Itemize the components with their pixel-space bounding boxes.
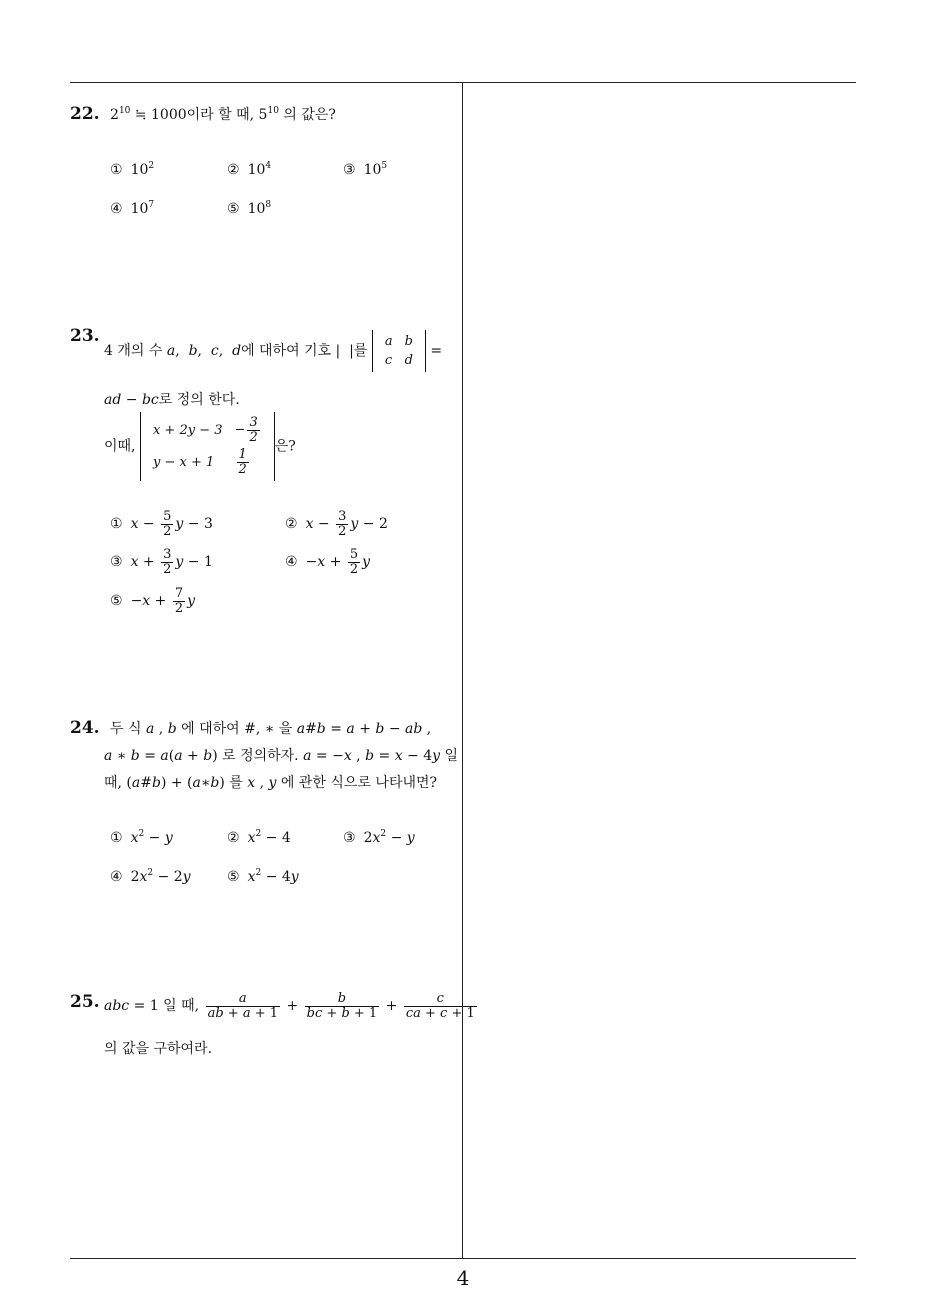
q23-option-3[interactable]: ③ x + $\frac{3}{2}$ y − 1 bbox=[110, 547, 213, 577]
q23-option-5[interactable]: ⑤ −x + $\frac{7}{2}$ y bbox=[110, 586, 196, 616]
q22-option-5[interactable]: ⑤ $10^8$ bbox=[227, 200, 272, 217]
q23-determinant-definition: a b c d bbox=[372, 330, 426, 372]
q22-option-4[interactable]: ④ $10^7$ bbox=[110, 200, 155, 217]
q24-line-3: 때, (a#b) + (a∗b) 를 x , y 에 관한 식으로 나타내면? bbox=[104, 775, 438, 791]
q23-line-2: ad − bc로 정의 한다. bbox=[104, 392, 240, 408]
q23-number-line bbox=[70, 326, 106, 346]
q23-option-2[interactable]: ② x − $\frac{3}{2}$ y − 2 bbox=[285, 509, 388, 539]
q23-line-1: 4 개의 수 a, b, c, d에 대하여 기호 | |를 a b c d = bbox=[104, 330, 442, 372]
q22-stem: 22. $2^{10}$ ≒ 1000이라 할 때, $5^{10}$ 의 값은? bbox=[70, 104, 336, 124]
q24-option-1[interactable]: ① $x^2 - y$ bbox=[110, 829, 173, 846]
q25-number-line bbox=[70, 992, 106, 1012]
q22-option-1[interactable]: ① $10^2$ bbox=[110, 161, 155, 178]
bottom-rule bbox=[70, 1258, 856, 1259]
q23-option-1[interactable]: ① x − $\frac{5}{2}$ y − 3 bbox=[110, 509, 213, 539]
q23-option-4[interactable]: ④ −x + $\frac{5}{2}$ y bbox=[285, 547, 371, 577]
q22-option-2[interactable]: ② $10^4$ bbox=[227, 161, 272, 178]
q24-option-5[interactable]: ⑤ $x^2 - 4y$ bbox=[227, 868, 299, 885]
q24-option-4[interactable]: ④ $2x^2 - 2y$ bbox=[110, 868, 191, 885]
q24-number: 24. bbox=[70, 718, 100, 738]
page-number: 4 bbox=[456, 1266, 470, 1290]
q24-option-2[interactable]: ② $x^2 - 4$ bbox=[227, 829, 291, 846]
q23-determinant-expression: x + 2y − 3 − $\frac{3}{2}$ y − x + 1 $\frac{1}{2}$ bbox=[140, 412, 275, 481]
q25-number: 25. bbox=[70, 992, 100, 1012]
column-divider bbox=[462, 83, 463, 1258]
q25-line-2: 의 값을 구하여라. bbox=[104, 1041, 213, 1057]
q23-number: 23. bbox=[70, 326, 100, 346]
q22-option-3[interactable]: ③ $10^5$ bbox=[343, 161, 388, 178]
q24-line-2: a ∗ b = a(a + b) 로 정의하자. a = −x , b = x − 4y 일 bbox=[104, 748, 459, 764]
q25-line-1: abc = 1 일 때, $\frac{a}{ab + a + 1}$ + $\frac{b}{bc + b + 1}$ + $\frac{c}{ca + c + 1}$ bbox=[104, 991, 475, 1021]
q24-line-1: 24. 두 식 a , b 에 대하여 #, ∗ 을 a#b = a + b − ab , bbox=[70, 718, 432, 738]
q23-line-3: 이때, x + 2y − 3 − $\frac{3}{2}$ y − x + 1 $\frac{1}{2}$ 은? bbox=[104, 412, 296, 481]
q22-number: 22. bbox=[70, 104, 100, 124]
q24-option-3[interactable]: ③ $2x^2 - y$ bbox=[343, 829, 415, 846]
top-rule bbox=[70, 82, 856, 83]
